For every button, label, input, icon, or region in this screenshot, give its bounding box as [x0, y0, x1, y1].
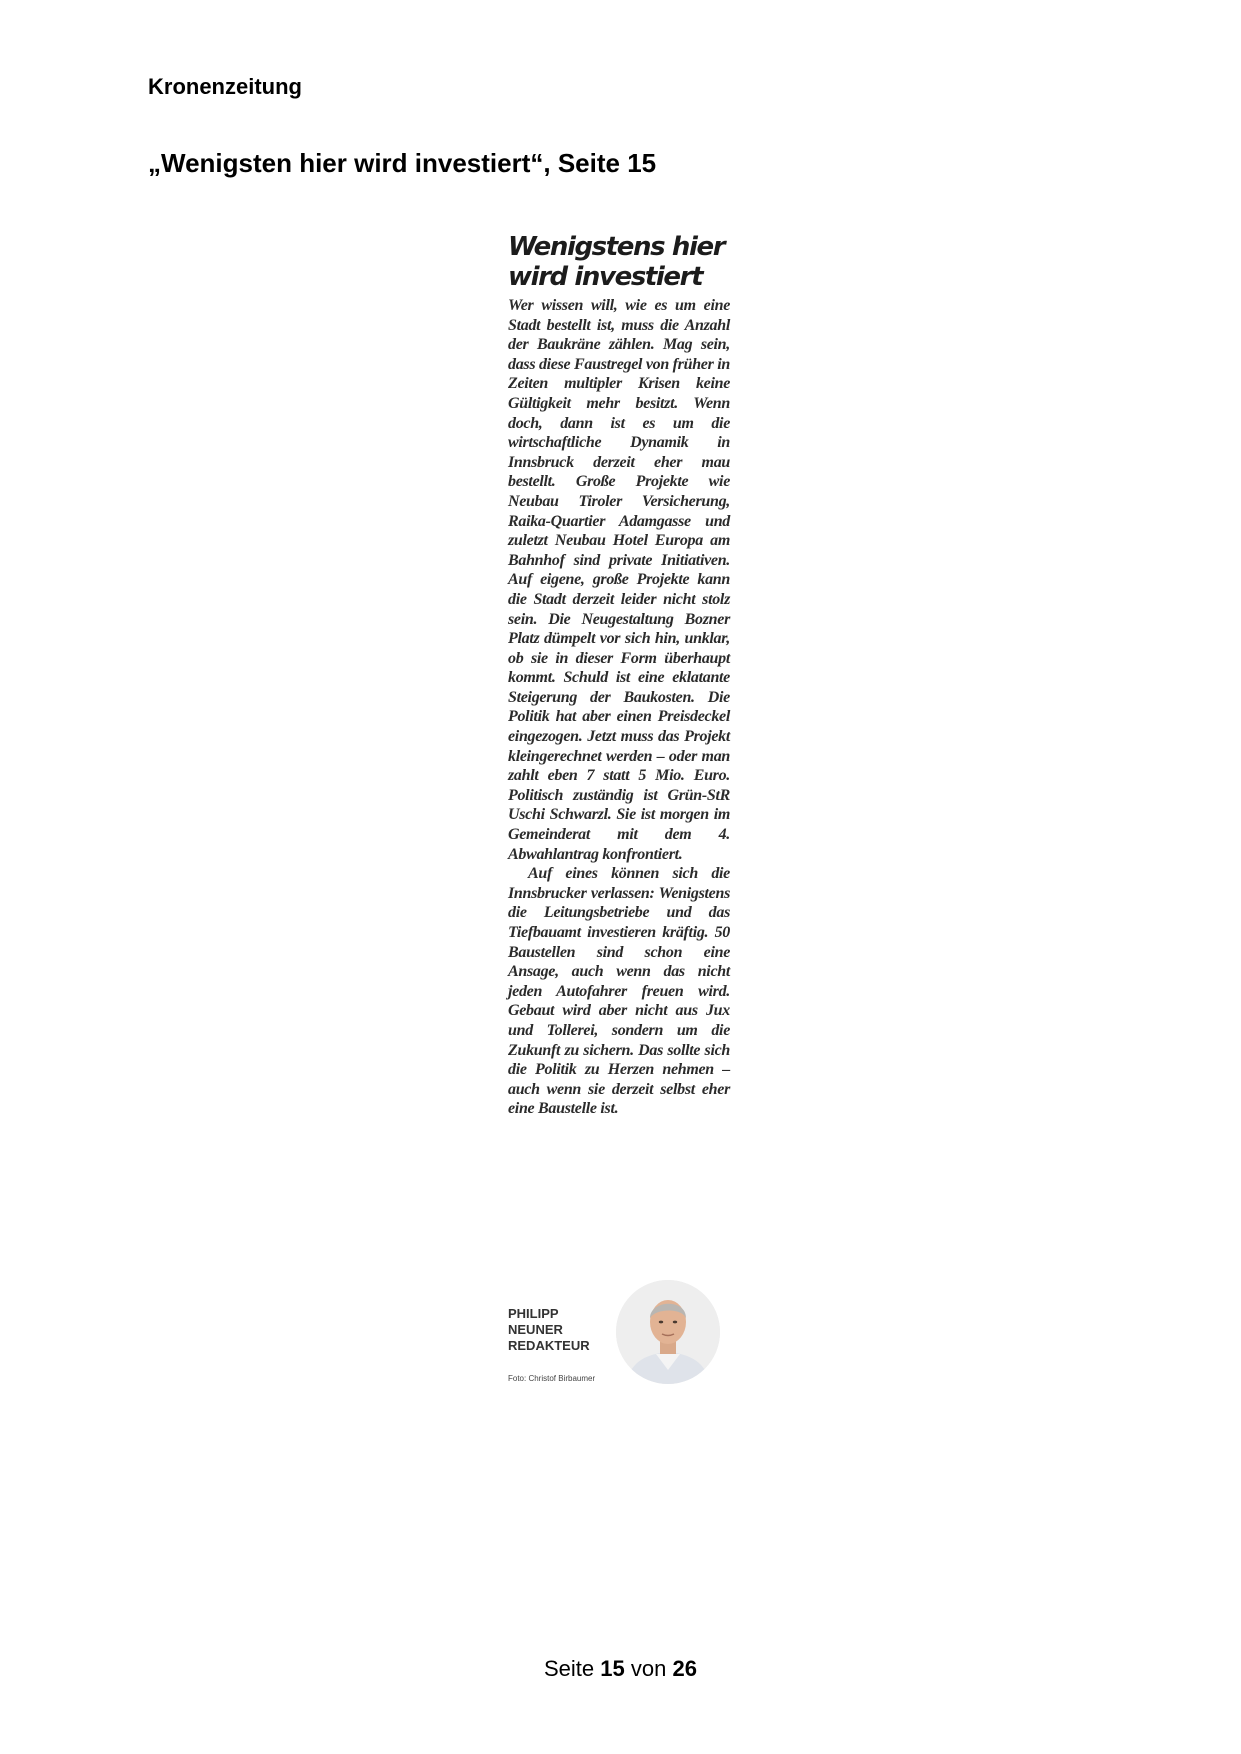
- photo-credit: Foto: Christof Birbaumer: [508, 1374, 596, 1383]
- author-first-name: PHILIPP: [508, 1306, 559, 1321]
- article-paragraph-1: Wer wissen will, wie es um eine Stadt bestellt ist, muss die Anzahl der Baukräne zählen. Mag sein, dass diese Faustregel von früher in Zeiten multipler Krisen keine Gültigkeit mehr besitzt. Wenn doch, dann ist es um die wirtschaftliche Dynamik in Innsbruck derzeit eher mau bestellt. Große Projekte wie Neubau Tiroler Versicherung, Raika-Quartier Adamgasse und zuletzt Neubau Hotel Europa am Bahnhof sind private Initiativen. Auf eigene, große Projekte kann die Stadt derzeit leider nicht stolz sein. Die Neugestaltung Bozner Platz dümpelt vor sich hin, unklar, ob sie in dieser Form überhaupt kommt. Schuld ist eine eklatante Steigerung der Baukosten. Die Politik hat aber einen Preisdeckel eingezogen. Jetzt muss das Projekt kleingerechnet werden – oder man zahlt eben 7 statt 5 Mio. Euro. Politisch zuständig ist Grün-StR Uschi Schwarzl. Sie ist morgen im Gemeinderat mit dem 4. Abwahlantrag konfrontiert.: [508, 297, 730, 863]
- publication-name: Kronenzeitung: [148, 74, 302, 99]
- author-box: [508, 1280, 730, 1386]
- headline-line-2: wird investiert: [508, 262, 703, 292]
- author-portrait: [616, 1280, 720, 1384]
- footer-page-number: 15: [600, 1656, 625, 1681]
- document-heading: „Wenigsten hier wird investiert“, Seite 15: [148, 148, 657, 178]
- headline-line-1: Wenigstens hier: [508, 232, 725, 262]
- footer-separator: von: [630, 1656, 667, 1681]
- article-clipping: [508, 232, 730, 1387]
- footer-prefix: Seite: [544, 1656, 595, 1681]
- author-portrait-icon: [616, 1280, 720, 1384]
- footer-total-pages: 26: [672, 1656, 697, 1681]
- article-headline: [508, 232, 730, 292]
- author-last-name: NEUNER: [508, 1322, 563, 1337]
- author-byline: [508, 1306, 590, 1354]
- article-body: [508, 296, 730, 1119]
- article-paragraph-2: Auf eines können sich die Innsbrucker verlassen: Wenigstens die Leitungsbetriebe und das Tiefbauamt investieren kräftig. 50 Baustellen sind schon eine Ansage, auch wenn das nicht jeden Autofahrer freuen wird. Gebaut wird aber nicht aus Jux und Tollerei, sondern um die Zukunft zu sichern. Das sollte sich die Politik zu Herzen nehmen – auch wenn sie derzeit selbst eher eine Baustelle ist.: [508, 865, 730, 1118]
- author-role: REDAKTEUR: [508, 1338, 590, 1353]
- page-footer: [0, 1656, 1241, 1682]
